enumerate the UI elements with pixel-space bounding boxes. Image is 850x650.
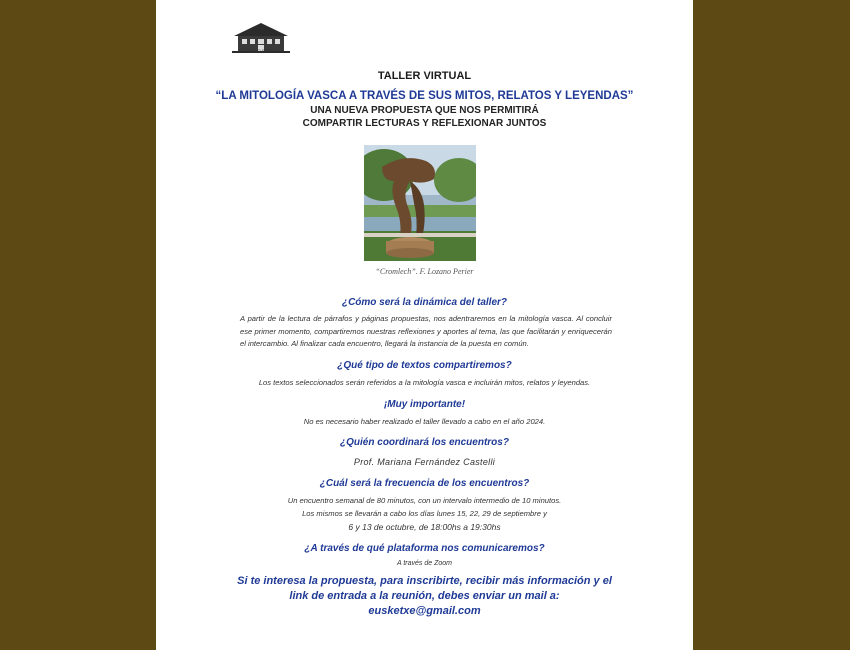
contact-email: eusketxe@gmail.com xyxy=(368,605,481,617)
flyer-page xyxy=(156,0,693,650)
question-frequency: ¿Cuál será la frecuencia de los encuentros? xyxy=(319,478,530,489)
frequency-line-3: 6 y 13 de octubre, de 18:00hs a 19:30hs xyxy=(348,522,501,532)
platform-answer: A través de Zoom xyxy=(397,560,452,567)
dynamics-paragraph: A partir de la lectura de párrafos y páginas propuestas, nos adentraremos en la mitología vasca. Al concluir ese primer momento, compartiremos nuestras reflexiones y aportes al tema, las que facilitarán y enriquecerán el intercambio. Al finalizar cada encuentro, llegará la instancia de la puesta en común. xyxy=(240,314,612,348)
coordinator-name: Prof. Mariana Fernández Castelli xyxy=(353,457,496,467)
cta-line-2: link de entrada a la reunión, debes enviar un mail a: xyxy=(289,590,560,602)
frequency-line-1: Un encuentro semanal de 80 minutos, con un intervalo intermedio de 10 minutos. xyxy=(287,496,562,505)
taller-heading: TALLER VIRTUAL xyxy=(377,70,472,82)
texts-answer: Los textos seleccionados serán referidos a la mitología vasca e incluirán mitos, relatos y leyendas. xyxy=(258,378,591,387)
question-platform: ¿A través de qué plataforma nos comunicaremos? xyxy=(304,543,545,554)
important-heading: ¡Muy importante! xyxy=(383,399,466,410)
cta-line-1: Si te interesa la propuesta, para inscribirte, recibir más información y el xyxy=(237,575,612,587)
subtitle-line-2: COMPARTIR LECTURAS Y REFLEXIONAR JUNTOS xyxy=(302,118,547,129)
question-texts: ¿Qué tipo de textos compartiremos? xyxy=(337,360,512,371)
question-dynamics: ¿Cómo será la dinámica del taller? xyxy=(341,297,508,308)
important-answer: No es necesario haber realizado el taller llevado a cabo en el año 2024. xyxy=(303,417,546,426)
sculpture-photo xyxy=(364,145,476,261)
question-coordinator: ¿Quién coordinará los encuentros? xyxy=(340,437,509,448)
logo-caption: EUSKO ETXEA xyxy=(245,48,277,53)
photo-caption: “Cromlech”. F. Lozano Perier xyxy=(375,267,474,276)
workshop-title: “LA MITOLOGÍA VASCA A TRAVÉS DE SUS MITOS, RELATOS Y LEYENDAS” xyxy=(215,90,634,102)
frequency-line-2: Los mismos se llevarán a cabo los días lunes 15, 22, 29 de septiembre y xyxy=(302,509,547,518)
subtitle-line-1: UNA NUEVA PROPUESTA QUE NOS PERMITIRÁ xyxy=(310,105,539,116)
